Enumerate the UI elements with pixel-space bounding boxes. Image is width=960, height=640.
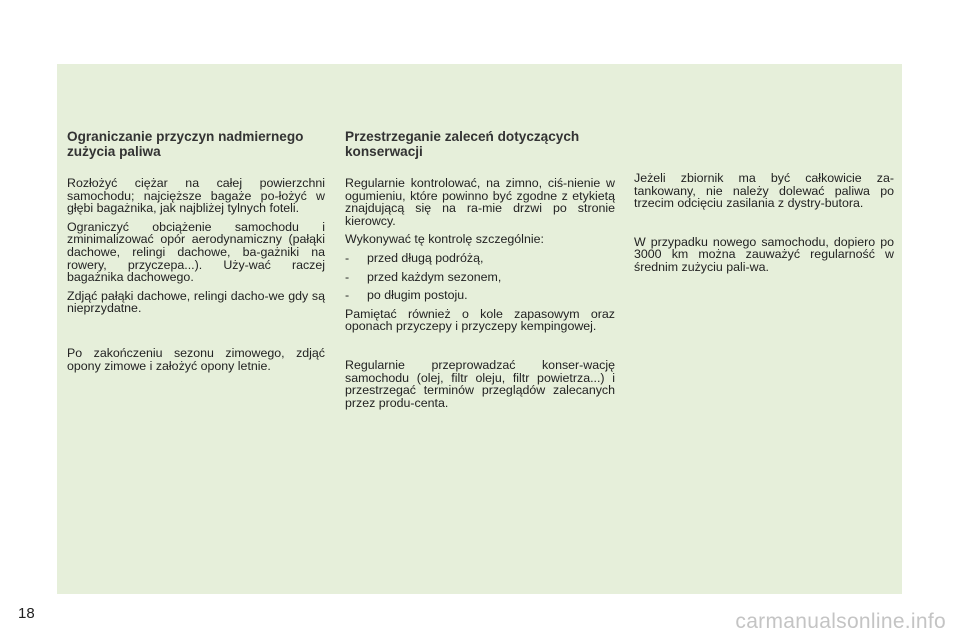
list-item <box>345 271 615 284</box>
paragraph-servicing: Regularnie przeprowadzać konser-wację samochodu (olej, filtr oleju, filtr powietrza...) i przestrzegać terminów przeglądów zalecanych przez produ-centa. <box>345 357 615 410</box>
list-bullet: - <box>345 269 350 284</box>
watermark: carmanualsonline.info <box>735 610 946 633</box>
paragraph-roof-bars: Zdjąć pałąki dachowe, relingi dacho-we gdy są nieprzydatne. <box>67 288 325 316</box>
paragraph-spare-wheel: Pamiętać również o kole zapasowym oraz oponach przyczepy i przyczepy kempingowej. <box>345 306 615 334</box>
list-item <box>345 252 615 265</box>
column-maintenance <box>345 130 615 415</box>
section-heading-fuel-consumption: Ograniczanie przyczyn nadmiernego zużycia paliwa <box>67 129 304 159</box>
list-item-text: przed długą podróżą, <box>367 250 484 265</box>
paragraph-load-distribution: Rozłożyć ciężar na całej powierzchni samochodu; najcięższe bagaże po-łożyć w głębi bagażnika, jak najbliżej tylnych foteli. <box>67 176 325 216</box>
list-item <box>345 289 615 302</box>
list-item-text: po długim postoju. <box>367 288 468 303</box>
paragraph-aerodynamics: Ograniczyć obciążenie samochodu i zminimalizować opór aerodynamiczny (pałąki dachowe, relingi dachowe, ba-gażniki na rowery, przyczepa...). Uży-wać raczej bagażnika dachowego. <box>67 219 325 285</box>
check-occasions-list <box>345 252 615 302</box>
column-fuel-consumption <box>67 130 325 378</box>
column-refuelling <box>634 172 894 280</box>
section-heading-maintenance: Przestrzeganie zaleceń dotyczących konserwacji <box>345 129 580 159</box>
paragraph-full-tank: Jeżeli zbiornik ma być całkowicie za-tankowany, nie należy dolewać paliwa po trzecim odcięciu zasilania z dystry-butora. <box>634 171 894 211</box>
paragraph-check-intro: Wykonywać tę kontrolę szczególnie: <box>345 232 544 247</box>
paragraph-winter-tyres: Po zakończeniu sezonu zimowego, zdjąć opony zimowe i założyć opony letnie. <box>67 345 325 373</box>
content-panel <box>57 64 902 594</box>
list-bullet: - <box>345 288 350 303</box>
paragraph-new-vehicle: W przypadku nowego samochodu, dopiero po 3000 km można zauważyć regularność w średnim zużyciu pali-wa. <box>634 234 894 274</box>
page-number: 18 <box>18 605 35 622</box>
list-item-text: przed każdym sezonem, <box>367 269 502 284</box>
paragraph-tyre-pressure: Regularnie kontrolować, na zimno, ciś-nienie w ogumieniu, które powinno być zgodne z etykietą znajdującą się na ra-mie drzwi po stronie kierowcy. <box>345 176 615 228</box>
list-bullet: - <box>345 250 350 265</box>
